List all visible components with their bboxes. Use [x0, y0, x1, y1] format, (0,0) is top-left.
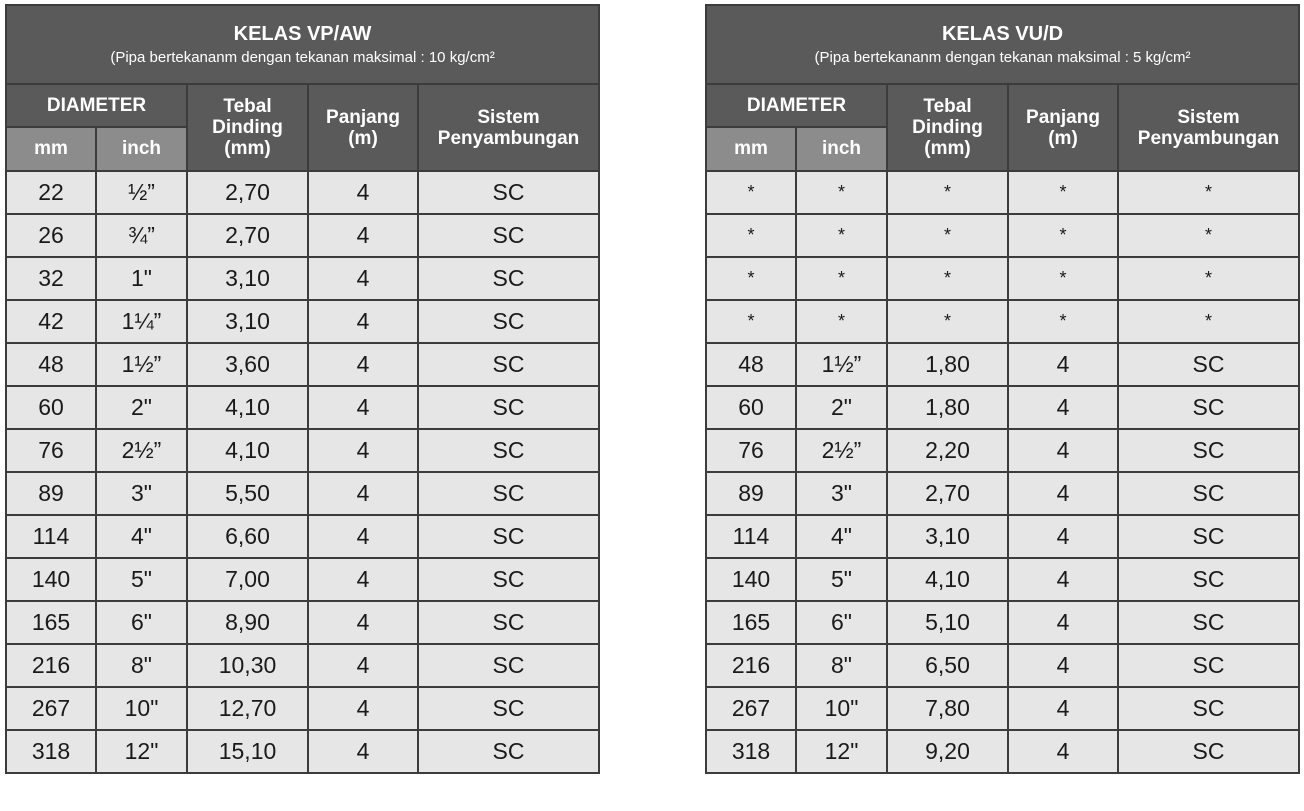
table-row — [6, 558, 599, 601]
table-row — [706, 558, 1299, 601]
table-row — [6, 171, 599, 214]
cell-panjang: 4 — [308, 300, 418, 343]
cell-panjang: * — [1008, 300, 1118, 343]
cell-mm: 216 — [706, 644, 796, 687]
cell-sistem: SC — [418, 730, 599, 773]
table-row — [706, 472, 1299, 515]
cell-panjang: 4 — [308, 601, 418, 644]
table-subtitle: (Pipa bertekananm dengan tekanan maksimal : 5 kg/cm² — [814, 48, 1191, 66]
table-row — [6, 687, 599, 730]
table-row — [6, 300, 599, 343]
cell-mm: 318 — [6, 730, 96, 773]
cell-sistem: SC — [1118, 644, 1299, 687]
cell-panjang: * — [1008, 257, 1118, 300]
cell-mm: 267 — [6, 687, 96, 730]
cell-sistem: SC — [1118, 601, 1299, 644]
table-row — [706, 687, 1299, 730]
header-mm: mm — [706, 127, 796, 171]
header-inch: inch — [96, 127, 187, 171]
cell-panjang: 4 — [308, 515, 418, 558]
table-row — [6, 472, 599, 515]
cell-inch: 12" — [796, 730, 887, 773]
table-row — [6, 343, 599, 386]
cell-tebal-dinding: 5,50 — [187, 472, 308, 515]
cell-mm: * — [706, 300, 796, 343]
table-vp-aw — [5, 4, 600, 774]
cell-tebal-dinding: 15,10 — [187, 730, 308, 773]
cell-mm: 140 — [6, 558, 96, 601]
cell-inch: 5" — [96, 558, 187, 601]
cell-tebal-dinding: 10,30 — [187, 644, 308, 687]
cell-panjang: 4 — [1008, 558, 1118, 601]
cell-panjang: 4 — [308, 257, 418, 300]
cell-panjang: 4 — [308, 472, 418, 515]
cell-panjang: 4 — [308, 214, 418, 257]
header-tebal-dinding: Tebal Dinding (mm) — [187, 84, 308, 171]
cell-tebal-dinding: * — [887, 214, 1008, 257]
cell-mm: 48 — [6, 343, 96, 386]
cell-panjang: 4 — [308, 687, 418, 730]
cell-inch: 2½” — [96, 429, 187, 472]
cell-inch: 3" — [96, 472, 187, 515]
cell-panjang: 4 — [308, 343, 418, 386]
cell-inch: 10" — [796, 687, 887, 730]
cell-inch: * — [796, 257, 887, 300]
cell-sistem: SC — [1118, 687, 1299, 730]
cell-sistem: SC — [418, 257, 599, 300]
cell-mm: 26 — [6, 214, 96, 257]
cell-panjang: 4 — [1008, 515, 1118, 558]
cell-inch: 4" — [96, 515, 187, 558]
cell-inch: 4" — [796, 515, 887, 558]
cell-sistem: SC — [1118, 343, 1299, 386]
table-row — [706, 515, 1299, 558]
cell-tebal-dinding: 1,80 — [887, 343, 1008, 386]
cell-tebal-dinding: * — [887, 257, 1008, 300]
table-title: KELAS VU/D — [941, 22, 1064, 45]
cell-mm: 32 — [6, 257, 96, 300]
cell-inch: * — [796, 171, 887, 214]
cell-panjang: 4 — [308, 644, 418, 687]
cell-mm: 140 — [706, 558, 796, 601]
table-row — [706, 601, 1299, 644]
cell-inch: 1½” — [96, 343, 187, 386]
cell-mm: 318 — [706, 730, 796, 773]
table-row — [706, 171, 1299, 214]
cell-sistem: SC — [418, 601, 599, 644]
table-title-cell — [706, 5, 1299, 84]
cell-tebal-dinding: 4,10 — [887, 558, 1008, 601]
cell-sistem: SC — [418, 429, 599, 472]
cell-sistem: SC — [1118, 558, 1299, 601]
cell-panjang: 4 — [308, 386, 418, 429]
cell-inch: 1" — [96, 257, 187, 300]
cell-tebal-dinding: 7,00 — [187, 558, 308, 601]
cell-mm: 60 — [6, 386, 96, 429]
cell-panjang: 4 — [1008, 429, 1118, 472]
cell-panjang: 4 — [1008, 601, 1118, 644]
cell-inch: 6" — [96, 601, 187, 644]
header-sistem-penyambungan: Sistem Penyambungan — [1118, 84, 1299, 171]
table-row — [6, 515, 599, 558]
cell-sistem: SC — [418, 644, 599, 687]
header-tebal-dinding: Tebal Dinding (mm) — [887, 84, 1008, 171]
table-row — [706, 730, 1299, 773]
cell-sistem: SC — [418, 386, 599, 429]
cell-panjang: * — [1008, 214, 1118, 257]
cell-tebal-dinding: 2,70 — [187, 214, 308, 257]
cell-tebal-dinding: 5,10 — [887, 601, 1008, 644]
cell-mm: 48 — [706, 343, 796, 386]
cell-mm: 89 — [706, 472, 796, 515]
cell-panjang: 4 — [1008, 644, 1118, 687]
header-panjang: Panjang (m) — [308, 84, 418, 171]
cell-tebal-dinding: 3,10 — [187, 300, 308, 343]
cell-inch: 2" — [96, 386, 187, 429]
cell-panjang: 4 — [308, 171, 418, 214]
cell-panjang: 4 — [308, 558, 418, 601]
cell-sistem: SC — [1118, 730, 1299, 773]
cell-tebal-dinding: 8,90 — [187, 601, 308, 644]
cell-sistem: SC — [1118, 386, 1299, 429]
cell-mm: 165 — [706, 601, 796, 644]
cell-tebal-dinding: 7,80 — [887, 687, 1008, 730]
cell-mm: * — [706, 171, 796, 214]
cell-mm: * — [706, 257, 796, 300]
cell-tebal-dinding: 2,20 — [887, 429, 1008, 472]
cell-tebal-dinding: 4,10 — [187, 386, 308, 429]
cell-inch: 8" — [796, 644, 887, 687]
cell-tebal-dinding: 1,80 — [887, 386, 1008, 429]
cell-mm: 42 — [6, 300, 96, 343]
table-row — [706, 257, 1299, 300]
cell-tebal-dinding: * — [887, 171, 1008, 214]
table-row — [6, 386, 599, 429]
cell-sistem: SC — [1118, 515, 1299, 558]
header-panjang: Panjang (m) — [1008, 84, 1118, 171]
cell-inch: ½” — [96, 171, 187, 214]
cell-tebal-dinding: 2,70 — [187, 171, 308, 214]
cell-inch: * — [796, 300, 887, 343]
cell-mm: 165 — [6, 601, 96, 644]
table-row — [6, 429, 599, 472]
cell-tebal-dinding: 3,10 — [187, 257, 308, 300]
cell-inch: 6" — [796, 601, 887, 644]
table-row — [6, 644, 599, 687]
header-mm: mm — [6, 127, 96, 171]
table-title-cell — [6, 5, 599, 84]
cell-inch: 2" — [796, 386, 887, 429]
header-diameter: DIAMETER — [6, 84, 187, 127]
cell-inch: 2½” — [796, 429, 887, 472]
cell-mm: 114 — [706, 515, 796, 558]
cell-panjang: 4 — [308, 730, 418, 773]
cell-sistem: * — [1118, 257, 1299, 300]
cell-sistem: * — [1118, 171, 1299, 214]
cell-sistem: SC — [418, 687, 599, 730]
cell-inch: 1½” — [796, 343, 887, 386]
table-row — [6, 257, 599, 300]
table-row — [6, 730, 599, 773]
cell-sistem: SC — [418, 343, 599, 386]
cell-panjang: 4 — [1008, 687, 1118, 730]
cell-inch: 1¼” — [96, 300, 187, 343]
cell-mm: 89 — [6, 472, 96, 515]
cell-sistem: * — [1118, 300, 1299, 343]
cell-tebal-dinding: 12,70 — [187, 687, 308, 730]
cell-sistem: SC — [418, 558, 599, 601]
cell-sistem: SC — [1118, 472, 1299, 515]
cell-sistem: SC — [418, 171, 599, 214]
cell-sistem: SC — [1118, 429, 1299, 472]
cell-tebal-dinding: 4,10 — [187, 429, 308, 472]
cell-panjang: 4 — [1008, 730, 1118, 773]
table-row — [6, 601, 599, 644]
cell-panjang: 4 — [1008, 386, 1118, 429]
table-row — [6, 214, 599, 257]
cell-mm: 114 — [6, 515, 96, 558]
header-inch: inch — [796, 127, 887, 171]
table-row — [706, 386, 1299, 429]
header-diameter: DIAMETER — [706, 84, 887, 127]
cell-mm: 267 — [706, 687, 796, 730]
table-row — [706, 429, 1299, 472]
cell-tebal-dinding: 6,50 — [887, 644, 1008, 687]
cell-panjang: * — [1008, 171, 1118, 214]
cell-sistem: * — [1118, 214, 1299, 257]
table-row — [706, 300, 1299, 343]
header-sistem-penyambungan: Sistem Penyambungan — [418, 84, 599, 171]
cell-inch: ¾” — [96, 214, 187, 257]
cell-inch: 12" — [96, 730, 187, 773]
table-subtitle: (Pipa bertekananm dengan tekanan maksimal : 10 kg/cm² — [110, 48, 495, 66]
cell-tebal-dinding: 2,70 — [887, 472, 1008, 515]
table-row — [706, 644, 1299, 687]
cell-tebal-dinding: 3,60 — [187, 343, 308, 386]
table-vu-d — [705, 4, 1300, 774]
cell-inch: * — [796, 214, 887, 257]
cell-sistem: SC — [418, 472, 599, 515]
cell-tebal-dinding: 6,60 — [187, 515, 308, 558]
cell-panjang: 4 — [1008, 343, 1118, 386]
cell-inch: 8" — [96, 644, 187, 687]
cell-sistem: SC — [418, 214, 599, 257]
cell-mm: 76 — [6, 429, 96, 472]
cell-panjang: 4 — [308, 429, 418, 472]
cell-tebal-dinding: 3,10 — [887, 515, 1008, 558]
cell-mm: 76 — [706, 429, 796, 472]
cell-inch: 5" — [796, 558, 887, 601]
cell-panjang: 4 — [1008, 472, 1118, 515]
cell-inch: 10" — [96, 687, 187, 730]
cell-tebal-dinding: 9,20 — [887, 730, 1008, 773]
cell-tebal-dinding: * — [887, 300, 1008, 343]
cell-mm: 60 — [706, 386, 796, 429]
cell-sistem: SC — [418, 300, 599, 343]
cell-mm: 216 — [6, 644, 96, 687]
table-row — [706, 214, 1299, 257]
cell-mm: * — [706, 214, 796, 257]
cell-inch: 3" — [796, 472, 887, 515]
cell-sistem: SC — [418, 515, 599, 558]
table-title: KELAS VP/AW — [233, 22, 372, 45]
cell-mm: 22 — [6, 171, 96, 214]
table-row — [706, 343, 1299, 386]
